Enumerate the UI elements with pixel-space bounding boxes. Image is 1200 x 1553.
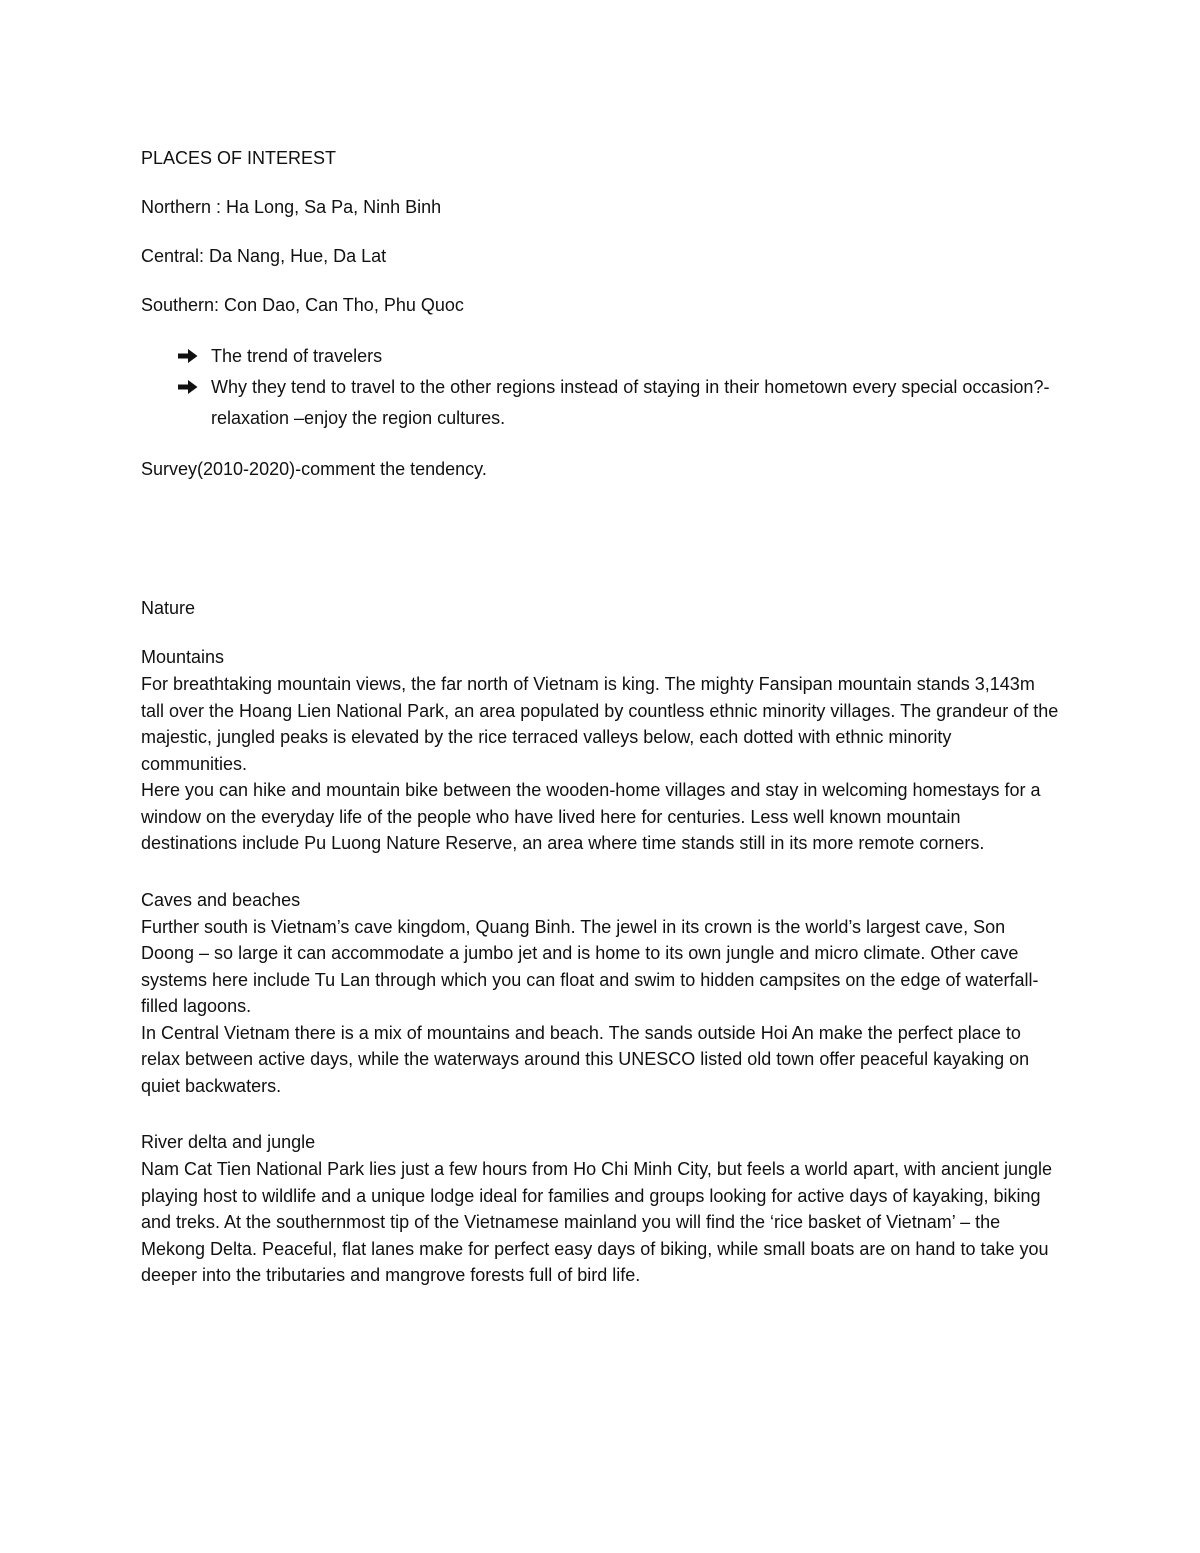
blank-space — [141, 483, 1061, 595]
paragraph-caves-1: Further south is Vietnam’s cave kingdom, Quang Binh. The jewel in its crown is the world’s largest cave, Son Doong – so large it can accommodate a jumbo jet and is home to its own jungle and micro climate. Other cave systems here include Tu Lan through which you can float and swim to hidden campsites on the edge of waterfall-filled lagoons. — [141, 916, 1039, 1016]
region-northern: Northern : Ha Long, Sa Pa, Ninh Binh — [141, 197, 442, 217]
paragraph-caves-2: In Central Vietnam there is a mix of mountains and beach. The sands outside Hoi An make the perfect place to relax between active days, while the waterways around this UNESCO listed old town offer peaceful kayaking on quiet backwaters. — [141, 1022, 1030, 1096]
arrow-right-icon — [177, 347, 199, 365]
subheading-river: River delta and jungle — [141, 1132, 316, 1152]
bullet-text: The trend of travelers — [211, 346, 383, 366]
bullet-text: Why they tend to travel to the other regions instead of staying in their hometown every special occasion?- relaxation –enjoy the region cultures. — [211, 377, 1050, 428]
document-title: PLACES OF INTEREST — [141, 148, 337, 168]
paragraph-mountains-2: Here you can hike and mountain bike between the wooden-home villages and stay in welcoming homestays for a window on the everyday life of the people who have lived here for centuries. Less well known mountain destinations include Pu Luong Nature Reserve, an area where time stands still in its more remote corners. — [141, 780, 1041, 853]
paragraph-river-1: Nam Cat Tien National Park lies just a few hours from Ho Chi Minh City, but feels a world apart, with ancient jungle playing host to wildlife and a unique lodge ideal for families and groups looking for active days of kayaking, biking and treks. At the southernmost tip of the Vietnamese mainland you will find the ‘rice basket of Vietnam’ – the Mekong Delta. Peaceful, flat lanes make for perfect easy days of biking, while small boats are on hand to take you deeper into the tributaries and mangrove forests full of bird life. — [141, 1159, 1053, 1285]
section-heading-nature: Nature — [141, 598, 196, 618]
region-southern: Southern: Con Dao, Can Tho, Phu Quoc — [141, 295, 464, 315]
section-gap — [141, 1099, 1061, 1129]
subheading-mountains: Mountains — [141, 647, 225, 667]
subheading-caves: Caves and beaches — [141, 889, 301, 910]
arrow-right-icon — [177, 378, 199, 396]
bullet-item-why — [141, 372, 1061, 434]
bullet-item-trend — [141, 341, 1061, 372]
section-gap — [141, 857, 1061, 887]
survey-note: Survey(2010-2020)-comment the tendency. — [141, 459, 487, 479]
region-central: Central: Da Nang, Hue, Da Lat — [141, 246, 387, 266]
paragraph-mountains-1: For breathtaking mountain views, the far north of Vietnam is king. The mighty Fansipan mountain stands 3,143m tall over the Hoang Lien National Park, an area populated by countless ethnic minority villages. The grandeur of the majestic, jungled peaks is elevated by the rice terraced valleys below, each dotted with ethnic minority communities. — [141, 674, 1059, 774]
bullet-list — [141, 341, 1061, 434]
document-body — [141, 145, 1061, 1289]
